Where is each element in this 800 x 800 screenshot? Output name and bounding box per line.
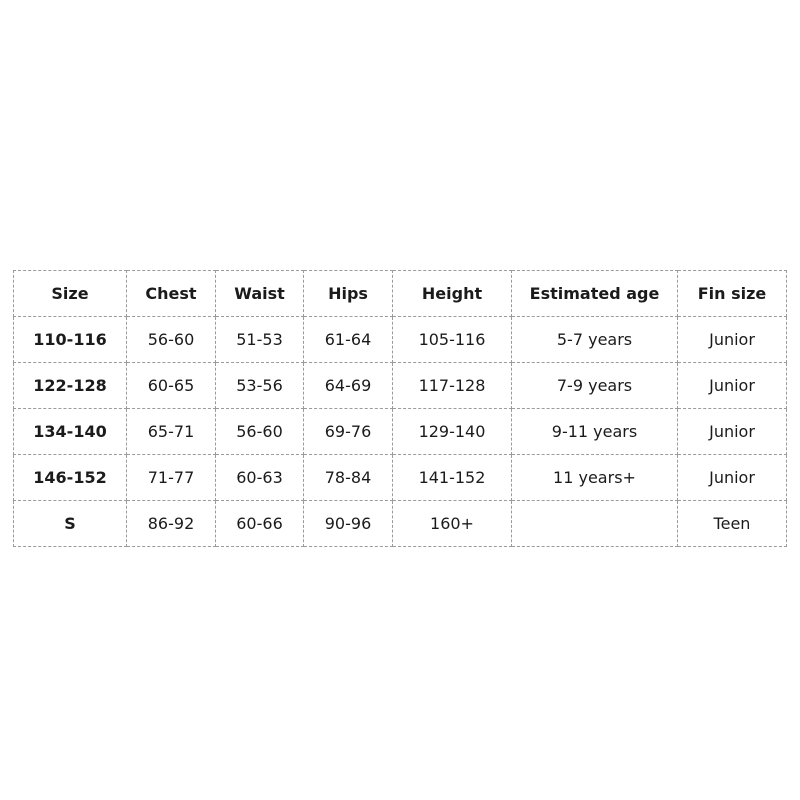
cell-fin-size: Junior	[678, 363, 787, 409]
cell-estimated-age: 11 years+	[512, 455, 678, 501]
cell-chest: 65-71	[127, 409, 216, 455]
column-header-chest: Chest	[127, 271, 216, 317]
column-header-height: Height	[393, 271, 512, 317]
table-row	[14, 409, 787, 455]
column-header-fin-size: Fin size	[678, 271, 787, 317]
column-header-size: Size	[14, 271, 127, 317]
cell-height: 160+	[393, 501, 512, 547]
cell-height: 117-128	[393, 363, 512, 409]
cell-hips: 64-69	[304, 363, 393, 409]
column-header-waist: Waist	[216, 271, 304, 317]
size-chart-table	[13, 270, 787, 547]
table-row	[14, 363, 787, 409]
cell-hips: 61-64	[304, 317, 393, 363]
table-row	[14, 455, 787, 501]
cell-height: 141-152	[393, 455, 512, 501]
cell-fin-size: Junior	[678, 409, 787, 455]
cell-chest: 71-77	[127, 455, 216, 501]
table-body	[14, 317, 787, 547]
cell-size: 134-140	[14, 409, 127, 455]
cell-estimated-age: 5-7 years	[512, 317, 678, 363]
cell-waist: 60-63	[216, 455, 304, 501]
cell-fin-size: Junior	[678, 455, 787, 501]
cell-size: 110-116	[14, 317, 127, 363]
table-header	[14, 271, 787, 317]
cell-estimated-age	[512, 501, 678, 547]
column-header-estimated-age: Estimated age	[512, 271, 678, 317]
cell-estimated-age: 7-9 years	[512, 363, 678, 409]
cell-waist: 51-53	[216, 317, 304, 363]
cell-estimated-age: 9-11 years	[512, 409, 678, 455]
table-row	[14, 501, 787, 547]
cell-size: 122-128	[14, 363, 127, 409]
cell-fin-size: Junior	[678, 317, 787, 363]
cell-height: 129-140	[393, 409, 512, 455]
cell-chest: 60-65	[127, 363, 216, 409]
cell-hips: 90-96	[304, 501, 393, 547]
column-header-hips: Hips	[304, 271, 393, 317]
cell-waist: 60-66	[216, 501, 304, 547]
cell-size: S	[14, 501, 127, 547]
cell-hips: 69-76	[304, 409, 393, 455]
cell-fin-size: Teen	[678, 501, 787, 547]
cell-hips: 78-84	[304, 455, 393, 501]
cell-waist: 56-60	[216, 409, 304, 455]
cell-height: 105-116	[393, 317, 512, 363]
table-row	[14, 317, 787, 363]
cell-waist: 53-56	[216, 363, 304, 409]
header-row	[14, 271, 787, 317]
cell-chest: 86-92	[127, 501, 216, 547]
cell-chest: 56-60	[127, 317, 216, 363]
cell-size: 146-152	[14, 455, 127, 501]
